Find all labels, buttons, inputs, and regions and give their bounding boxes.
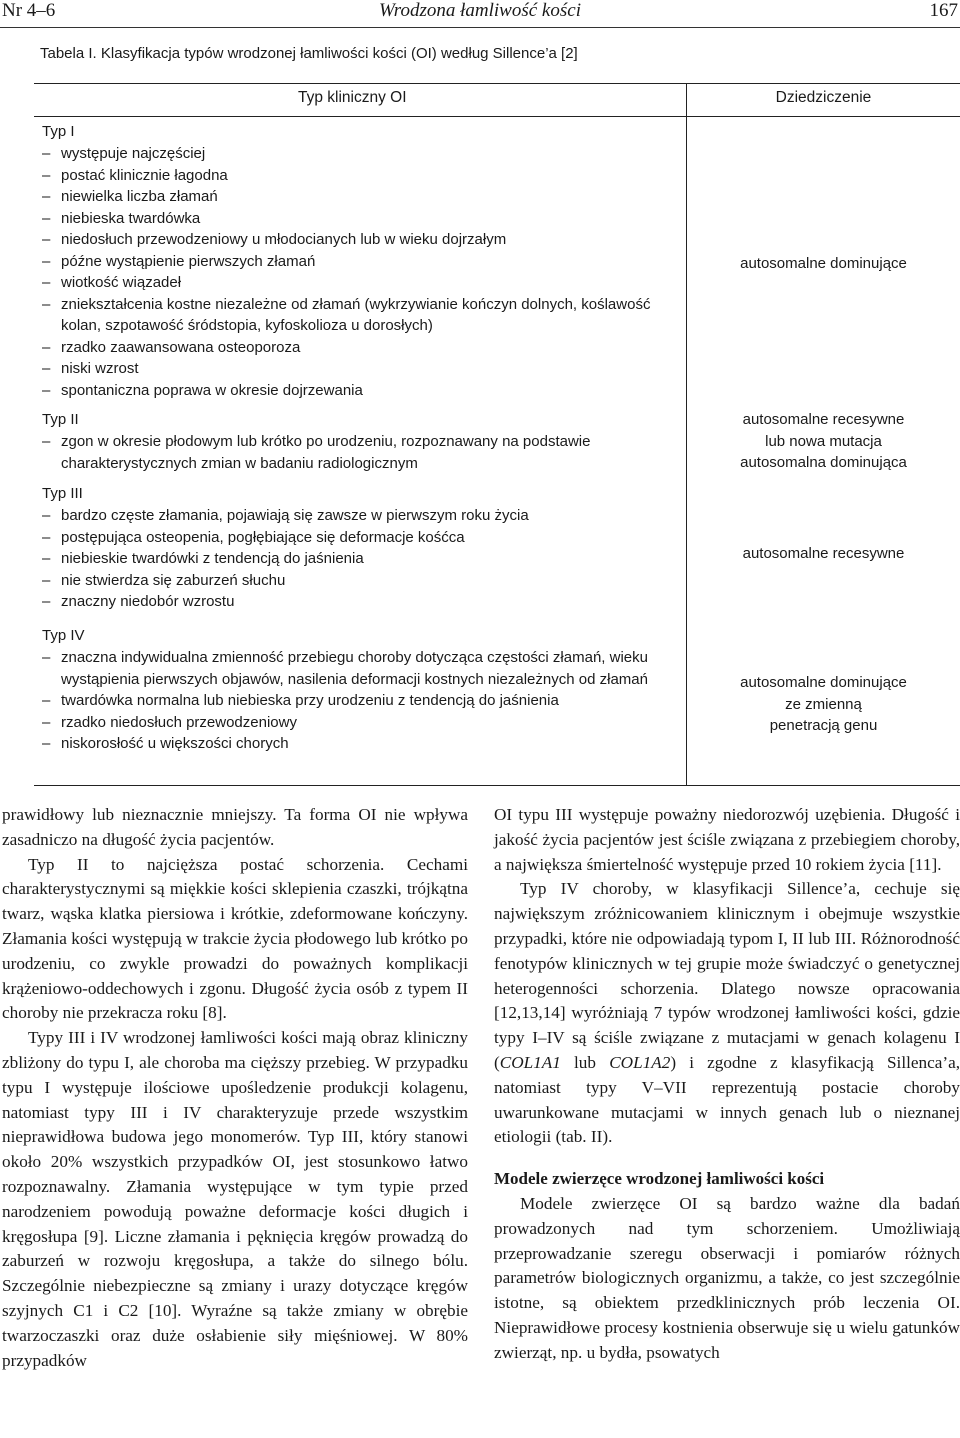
type-iv-row — [42, 625, 684, 755]
paragraph: Typy III i IV wrodzonej łamliwości kości mają obraz kliniczny zbliżony do typu I, ale choroba ma cięższy przebieg. W przypadku typu I występuje ilościowe upośledzenie produkcji kolagenu, natomiast typy III i IV charakteryzuje przede wszystkim nieprawidłowa budowa jego monomerów. Typ III, który stanowi około 20% wszystkich przypadków OI, jest stosunkowo łatwo rozpoznawalny. Złamania występujące w tym typie przed narodzeniem powodują poważne deformacje kości długich i kręgosłupa [9]. Liczne złamania i pęknięcia kręgów prowadzą do zaburzeń w rozwoju kręgosłupa, a także do silnego bólu. Szczególnie niebezpieczne są zmiany i urazy dotyczące kręgów szyjnych C1 i C2 [10]. Wyraźne są także zmiany w obrębie twarzoczaszki oraz duże osłabienie siły mięśniowej. W 80% przypadków — [2, 1028, 468, 1370]
type-name: Typ II — [42, 411, 79, 428]
journal-issue: Nr 4–6 — [2, 0, 56, 21]
feature-item: – wiotkość wiązadeł — [42, 272, 684, 294]
gene-name: COL1A1 — [499, 1052, 561, 1072]
column-header-inheritance: Dziedziczenie — [775, 89, 872, 106]
table-bottom-rule — [34, 785, 960, 786]
type-ii-inheritance — [687, 409, 960, 474]
feature-item: – rzadko zaawansowana osteoporoza — [42, 337, 684, 359]
type-iii-inheritance — [687, 543, 960, 565]
inheritance-line: penetracją genu — [769, 717, 878, 734]
feature-item: – niebieska twardówka — [42, 208, 684, 230]
feature-item: – twardówka normalna lub niebieska przy urodzeniu z tendencją do jaśnienia — [42, 690, 684, 712]
feature-item: – późne wystąpienie pierwszych złamań — [42, 251, 684, 273]
type-ii-row — [42, 409, 684, 474]
table-header-rule — [34, 116, 960, 117]
feature-item: – występuje najczęściej — [42, 143, 684, 165]
column-header-clinical: Typ kliniczny OI — [298, 89, 407, 106]
feature-item: – zniekształcenia kostne niezależne od złamań (wykrzywianie kończyn dolnych, koślawość kolan, szpotawość śródstopia, kyfoskolioza u dorosłych) — [42, 294, 684, 337]
inheritance-line: autosomalne recesywne — [742, 545, 905, 562]
paragraph: Typ II to najcięższa postać schorzenia. Cechami charakterystycznymi są miękkie kości sklepienia czaszki, trójkątna twarz, wąska klatka piersiowa i krótkie, zdeformowane kończyny. Złamania kości występują w trakcie życia płodowego lub krótko po urodzeniu, co zwykle prowadzi do poważnych komplikacji krążeniowo-oddechowych i zgonu. Długość życia osób z typem II choroby nie przekracza roku [8]. — [2, 854, 468, 1023]
feature-item: – niski wzrost — [42, 358, 684, 380]
inheritance-line: autosomalna dominująca — [740, 454, 907, 471]
feature-item: – rzadko niedosłuch przewodzeniowy — [42, 712, 684, 734]
running-title: Wrodzona łamliwość kości — [379, 0, 581, 21]
feature-item: – niewielka liczba złamań — [42, 186, 684, 208]
inheritance-line: autosomalne recesywne — [742, 411, 905, 428]
page-number: 167 — [929, 0, 958, 21]
feature-item: – niebieskie twardówki z tendencją do jaśnienia — [42, 548, 684, 570]
type-i-inheritance — [687, 253, 960, 275]
gene-name: COL1A2 — [609, 1052, 671, 1072]
feature-item: – nie stwierdza się zaburzeń słuchu — [42, 570, 684, 592]
paragraph — [494, 877, 960, 1150]
page-header — [0, 0, 960, 24]
paragraph: Modele zwierzęce OI są bardzo ważne dla badań prowadzonych nad tym schorzeniem. Umożliwiają przeprowadzanie szeregu obserwacji i pomiarów różnych parametrów biologicznych organizmu, a także, co jest szczególnie istotne, są obiektem przedklinicznych prób leczenia OI. Nieprawidłowe procesy kostnienia obserwuje się u wielu gatunków zwierząt, np. u bydła, psowatych — [494, 1193, 960, 1362]
feature-item: – znaczna indywidualna zmienność przebiegu choroby dotycząca częstości złamań, wieku wystąpienia pierwszych objawów, nasilenia deformacji kostnych niezależnych od złamań — [42, 647, 684, 690]
classification-table — [34, 83, 960, 786]
type-name: Typ IV — [42, 627, 85, 644]
feature-item: – niedosłuch przewodzeniowy u młodocianych lub w wieku dojrzałym — [42, 229, 684, 251]
inheritance-line: lub nowa mutacja — [765, 432, 882, 450]
text-run: lub — [560, 1052, 610, 1072]
type-name: Typ I — [42, 123, 75, 140]
table-top-rule — [34, 83, 960, 84]
inheritance-line: autosomalne dominujące — [740, 255, 907, 272]
type-iii-row — [42, 483, 684, 613]
text-run: Typ IV choroby, w klasyfikacji Sillence’a, cechuje się największym zróżnicowaniem klinicznym i obejmuje wszystkie przypadki, które nie odpowiadają typom I, II lub III. Różnorodność fenotypów klinicznych w tej grupie może świadczyć o genetycznej heterogenności schorzenia. Dlatego nowsze opracowania [12,13,14] wyróżniają 7 typów wrodzonej łamliwości kości, gdzie typy I–IV są ściśle związane z mutacjami w genach kolagenu I ( — [494, 879, 960, 1072]
body-column-right — [494, 803, 960, 1366]
feature-item: – zgon w okresie płodowym lub krótko po urodzeniu, rozpoznawany na podstawie charakterystycznych zmian w badaniu radiologicznym — [42, 431, 684, 474]
type-i-row — [42, 121, 684, 401]
feature-item: – postępująca osteopenia, pogłębiające się deformacje kośćca — [42, 527, 684, 549]
feature-item: – postać klinicznie łagodna — [42, 165, 684, 187]
feature-item: – spontaniczna poprawa w okresie dojrzewania — [42, 380, 684, 402]
type-iv-inheritance — [687, 672, 960, 737]
paragraph: prawidłowy lub nieznacznie mniejszy. Ta forma OI nie wpływa zasadniczo na długość życia pacjentów. — [2, 805, 468, 849]
table-caption: Tabela I. Klasyfikacja typów wrodzonej łamliwości kości (OI) według Sillence’a [2] — [40, 45, 578, 62]
feature-item: – bardzo częste złamania, pojawiają się zawsze w pierwszym roku życia — [42, 505, 684, 527]
header-rule — [0, 27, 960, 28]
body-column-left — [2, 803, 468, 1373]
inheritance-line: ze zmienną — [785, 695, 862, 713]
feature-item: – niskorosłość u większości chorych — [42, 733, 684, 755]
inheritance-line: autosomalne dominujące — [740, 674, 907, 691]
feature-item: – znaczny niedobór wzrostu — [42, 591, 684, 613]
section-heading: Modele zwierzęce wrodzonej łamliwości kości — [494, 1169, 825, 1189]
text-run: ) i zgodne z klasyfikacją Sillenca’a, natomiast typy V–VII reprezentują postacie choroby uwarunkowane mutacjami w innych genach lub o nieznanej etiologii (tab. II). — [494, 1052, 960, 1147]
paragraph: OI typu III występuje poważny niedorozwój uzębienia. Długość i jakość życia pacjentów jest ściśle związana z przebiegiem choroby, a największa śmiertelność występuje przed 10 rokiem życia [11]. — [494, 805, 960, 874]
type-name: Typ III — [42, 485, 83, 502]
